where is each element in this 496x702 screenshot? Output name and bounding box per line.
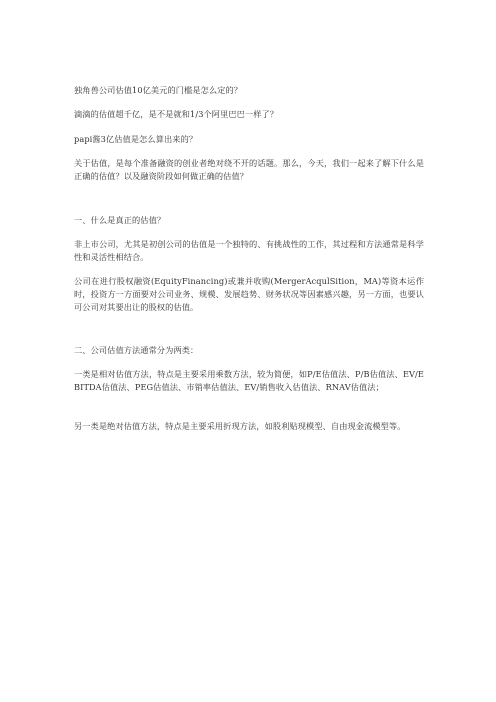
paragraph-spacer (74, 264, 424, 275)
document-body (74, 84, 424, 433)
section-heading-1: 一、什么是真正的估值？ (74, 215, 166, 225)
paragraph-spacer (74, 394, 424, 420)
paragraph-spacer (74, 146, 424, 157)
paragraph-intro: 关于估值，是每个准备融资的创业者绝对绕不开的话题。那么，今天，我们一起来了解下什么是正确的估值？以及融资阶段如何做正确的估值？ (74, 158, 424, 181)
paragraph-spacer (74, 97, 424, 108)
paragraph-unicorn-question: 独角兽公司估值10亿美元的门槛是怎么定的？ (74, 85, 243, 95)
paragraph-absolute-valuation: 另一类是绝对估值方法，特点是主要采用折现方法，如股利贴现模型、自由现金流模型等。 (74, 421, 406, 431)
paragraph-relative-valuation: 一类是相对估值方法，特点是主要采用乘数方法，较为简便，如P/E估值法、P/B估值法、EV/EBITDA估值法、PEG估值法、市销率估值法、EV/销售收入估值法、RNAV估值法； (74, 369, 424, 392)
paragraph-spacer (74, 227, 424, 238)
paragraph-spacer (74, 121, 424, 133)
section-heading-2: 二、公司估值方法通常分为两类： (74, 345, 199, 355)
paragraph-didi-question: 滴滴的估值超千亿，是不是就和1/3个阿里巴巴一样了？ (74, 109, 279, 119)
paragraph-spacer (74, 314, 424, 344)
paragraph-spacer (74, 183, 424, 214)
paragraph-papi-question: papi酱3亿估值是怎么算出来的？ (74, 134, 198, 144)
paragraph-spacer (74, 357, 424, 368)
paragraph-private-company-valuation: 非上市公司，尤其是初创公司的估值是一个独特的、有挑战性的工作，其过程和方法通常是科学性和灵活性相结合。 (74, 239, 424, 262)
paragraph-equity-financing: 公司在进行股权融资(EquityFinancing)或兼并收购(MergerAcqulSition，MA)等资本运作时，投资方一方面要对公司业务、规模、发展趋势、财务状况等因素感兴趣，另一方面，也要认可公司对其要出让的股权的估值。 (74, 276, 424, 312)
